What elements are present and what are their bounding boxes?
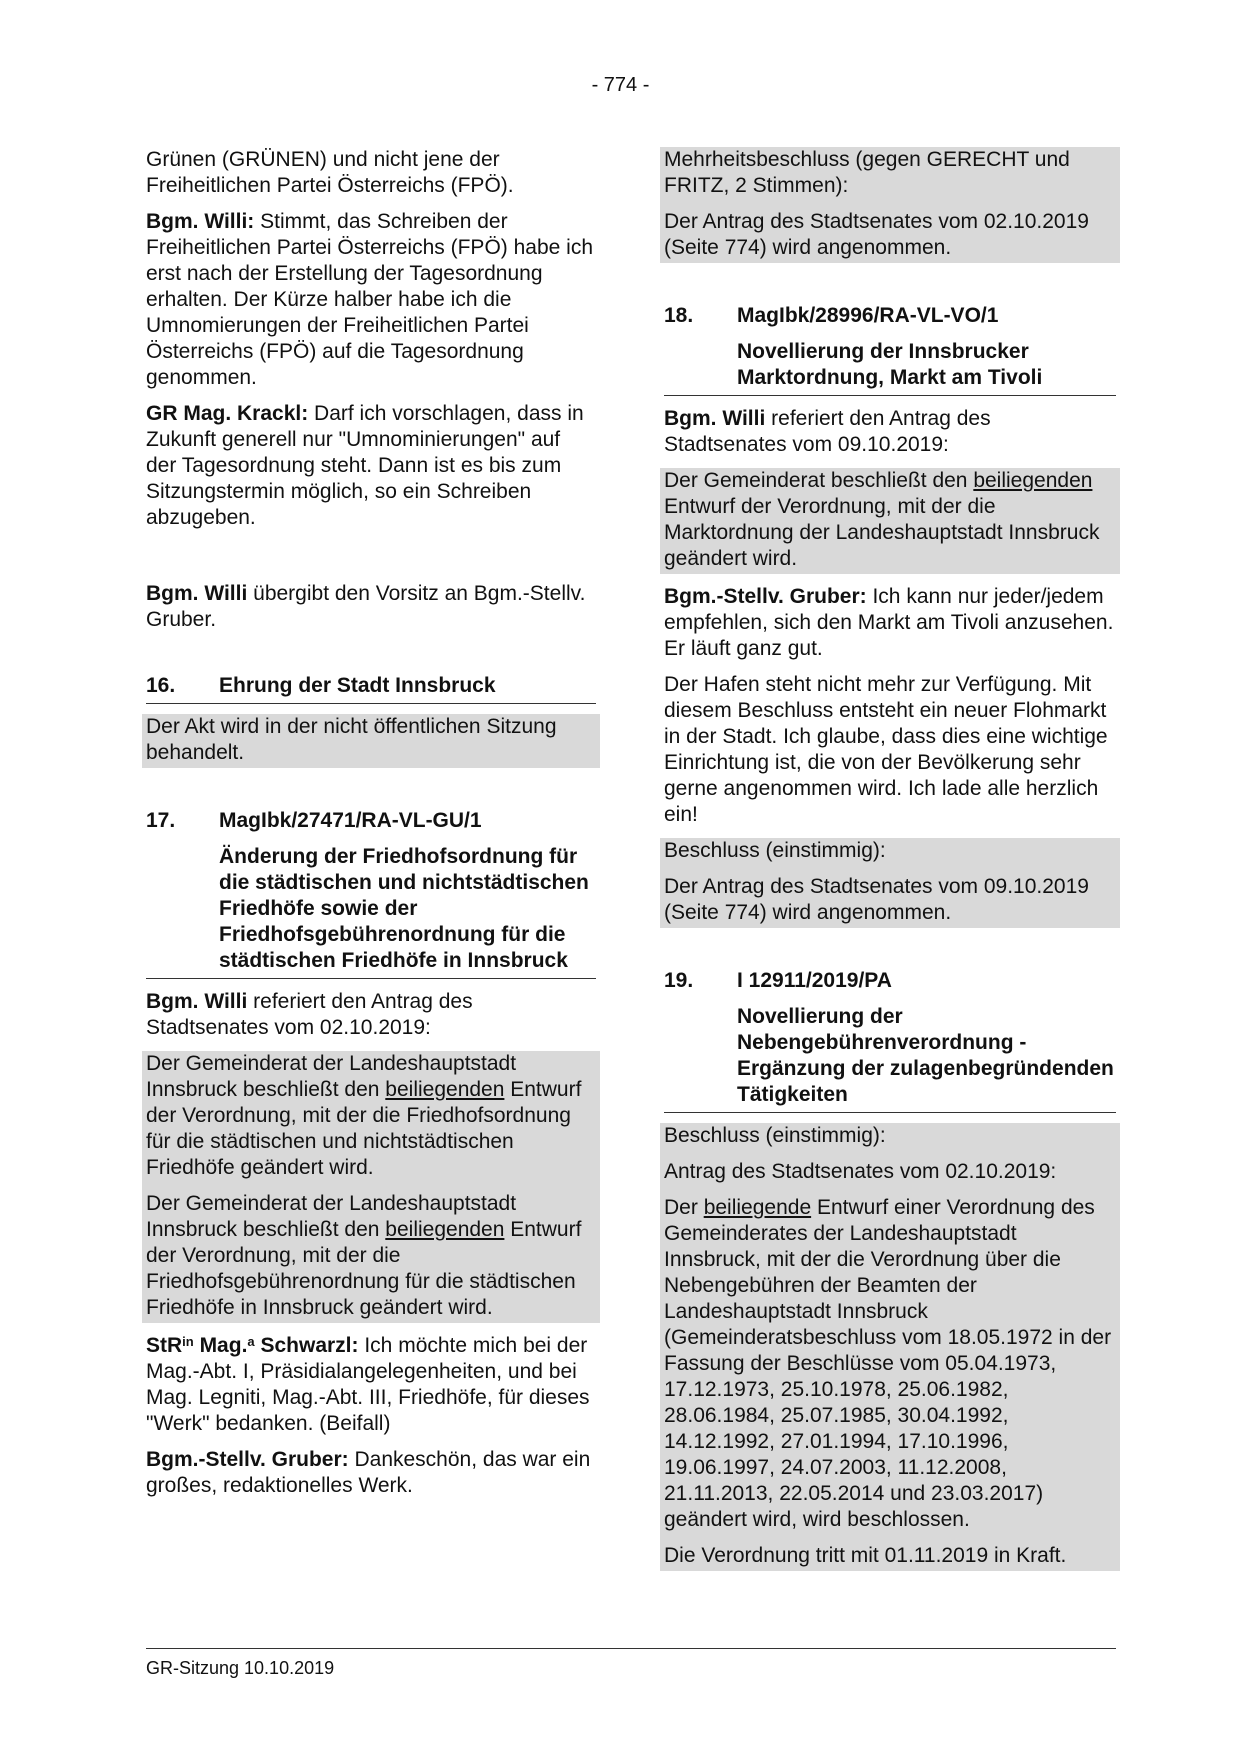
item-code: MagIbk/27471/RA-VL-GU/1 (219, 809, 482, 832)
paragraph (146, 1051, 596, 1191)
paragraph: Der Akt wird in der nicht öffentlichen Sitzung behandelt. (146, 715, 557, 764)
paragraph: Der Hafen steht nicht mehr zur Verfügung. Mit diesem Beschluss entsteht ein neuer Flohmarkt in der Stadt. Ich glaube, dass dies eine wichtige Einrichtung ist, die von der Bevölkerung sehr gerne angenommen wird. Ich lade alle herzlich ein! (664, 673, 1108, 826)
highlight-block (660, 838, 1120, 928)
paragraph (146, 1191, 596, 1323)
speech-text: referiert den Antrag des Stadtsenates vom 09.10.2019: (664, 407, 991, 456)
speaker: Bgm.-Stellv. Gruber: (146, 1448, 349, 1471)
left-column (146, 147, 596, 1509)
paragraph (664, 1195, 1116, 1543)
item-number: 16. (146, 674, 176, 697)
text-run: Entwurf der Verordnung, mit der die Friedhofsgebührenordnung für die städtischen Friedhöfe in Innsbruck geändert wird. (146, 1218, 582, 1319)
agenda-item-16 (146, 673, 596, 704)
item-title: Novellierung der Innsbrucker Marktordnung, Markt am Tivoli (737, 340, 1043, 389)
paragraph: Der Antrag des Stadtsenates vom 09.10.2019 (Seite 774) wird angenommen. (664, 875, 1089, 924)
agenda-item-17 (146, 808, 596, 979)
item-title: Änderung der Friedhofsordnung für die städtischen und nichtstädtischen Friedhöfe sowie der Friedhofsgebührenordnung für die städtischen Friedhöfe in Innsbruck (219, 845, 589, 972)
page-number: - 774 - (591, 74, 650, 96)
speech-text: Stimmt, das Schreiben der Freiheitlichen Partei Österreichs (FPÖ) habe ich erst nach der Erstellung der Tagesordnung erhalten. Der Kürze halber habe ich die Umnomierungen der Freiheitlichen Partei Österreichs (FPÖ) auf die Tagesordnung genommen. (146, 210, 593, 389)
text-run: Der (664, 1196, 704, 1219)
speech-text: Ich möchte mich bei der Mag.-Abt. I, Präsidialangelegenheiten, und bei Mag. Legniti, Mag.-Abt. III, Friedhöfe, für dieses "Werk" bedanken. (Beifall) (146, 1334, 590, 1435)
paragraph: Grünen (GRÜNEN) und nicht jene der Freiheitlichen Partei Österreichs (FPÖ). (146, 148, 514, 197)
speaker (146, 1334, 359, 1357)
underlined-text: beiliegenden (973, 469, 1093, 492)
paragraph (146, 209, 596, 391)
highlight-block (142, 714, 600, 768)
item-title: Novellierung der Nebengebührenverordnung - Ergänzung der zulagenbegründenden Tätigkeiten (737, 1005, 1114, 1106)
text-run: StR (146, 1334, 183, 1357)
text-run: Entwurf der Verordnung, mit der die Marktordnung der Landeshauptstadt Innsbruck geändert wird. (664, 495, 1100, 570)
superscript: a (247, 1334, 255, 1349)
speaker: GR Mag. Krackl: (146, 402, 309, 425)
underlined-text: beiliegenden (385, 1218, 505, 1241)
paragraph: Der Antrag des Stadtsenates vom 02.10.2019 (Seite 774) wird angenommen. (664, 210, 1089, 259)
underlined-text: beiliegenden (385, 1078, 505, 1101)
agenda-item-19 (664, 968, 1116, 1113)
item-title: Ehrung der Stadt Innsbruck (219, 674, 496, 697)
paragraph: Antrag des Stadtsenates vom 02.10.2019: (664, 1160, 1057, 1183)
text-run: Schwarzl: (254, 1334, 359, 1357)
paragraph (664, 468, 1116, 574)
text-run: Der Gemeinderat der Landeshauptstadt Innsbruck beschließt den (146, 1192, 517, 1241)
item-code: MagIbk/28996/RA-VL-VO/1 (737, 304, 999, 327)
speaker: Bgm.-Stellv. Gruber: (664, 585, 867, 608)
paragraph: Beschluss (einstimmig): (664, 1124, 886, 1147)
highlight-block (660, 1123, 1120, 1571)
footer: GR-Sitzung 10.10.2019 (146, 1648, 1116, 1681)
paragraph (146, 1333, 596, 1437)
paragraph: Beschluss (einstimmig): (664, 839, 886, 862)
speaker: Bgm. Willi (664, 407, 766, 430)
speech-text: Dankeschön, das war ein großes, redaktionelles Werk. (146, 1448, 591, 1497)
paragraph (146, 989, 596, 1041)
paragraph (146, 581, 596, 633)
item-number: 18. (664, 304, 694, 327)
paragraph: Die Verordnung tritt mit 01.11.2019 in Kraft. (664, 1544, 1067, 1567)
highlight-block (660, 147, 1120, 263)
text-run: Mag. (193, 1334, 248, 1357)
text-run: Entwurf der Verordnung, mit der die Friedhofsordnung für die städtischen und nichtstädtischen Friedhöfe geändert wird. (146, 1078, 582, 1179)
superscript: in (182, 1334, 194, 1349)
highlight-block (660, 468, 1120, 574)
item-number: 19. (664, 969, 694, 992)
text-run: Entwurf einer Verordnung des Gemeinderates der Landeshauptstadt Innsbruck, mit der die Verordnung über die Nebengebühren der Beamten der Landeshauptstadt Innsbruck (Gemeinderatsbeschluss vom 18.05.1972 in der Fassung der Beschlüsse vom 05.04.1973, 17.12.1973, 25.10.1978, 25.06.1982, 28.06.1984, 25.07.1985, 30.04.1992, 14.12.1992, 27.01.1994, 17.10.1996, 19.06.1997, 24.07.2003, 11.12.2008, 21.11.2013, 22.05.2014 und 23.03.2017) geändert wird, wird beschlossen. (664, 1196, 1112, 1531)
speaker: Bgm. Willi (146, 582, 248, 605)
speech-text: übergibt den Vorsitz an Bgm.-Stellv. Gruber. (146, 582, 586, 631)
speech-text: Ich kann nur jeder/jedem empfehlen, sich den Markt am Tivoli anzusehen. Er läuft ganz gut. (664, 585, 1114, 660)
paragraph (664, 406, 1116, 458)
paragraph (664, 584, 1116, 662)
highlight-block (142, 1051, 600, 1323)
speech-text: Darf ich vorschlagen, dass in Zukunft generell nur "Umnominierungen" auf der Tagesordnung steht. Dann ist es bis zum Sitzungstermin möglich, so ein Schreiben abzugeben. (146, 402, 584, 529)
speech-text: referiert den Antrag des Stadtsenates vom 02.10.2019: (146, 990, 473, 1039)
speaker: Bgm. Willi (146, 990, 248, 1013)
item-number: 17. (146, 809, 176, 832)
item-code: I 12911/2019/PA (737, 969, 892, 992)
right-column (664, 147, 1116, 1571)
text-run: Der Gemeinderat der Landeshauptstadt Innsbruck beschließt den (146, 1052, 517, 1101)
paragraph (146, 401, 596, 531)
text-run: Der Gemeinderat beschließt den (664, 469, 974, 492)
speaker: Bgm. Willi: (146, 210, 255, 233)
agenda-item-18 (664, 303, 1116, 396)
paragraph (146, 1447, 596, 1499)
underlined-text: beiliegende (703, 1196, 812, 1219)
paragraph: Mehrheitsbeschluss (gegen GERECHT und FRITZ, 2 Stimmen): (664, 148, 1070, 197)
